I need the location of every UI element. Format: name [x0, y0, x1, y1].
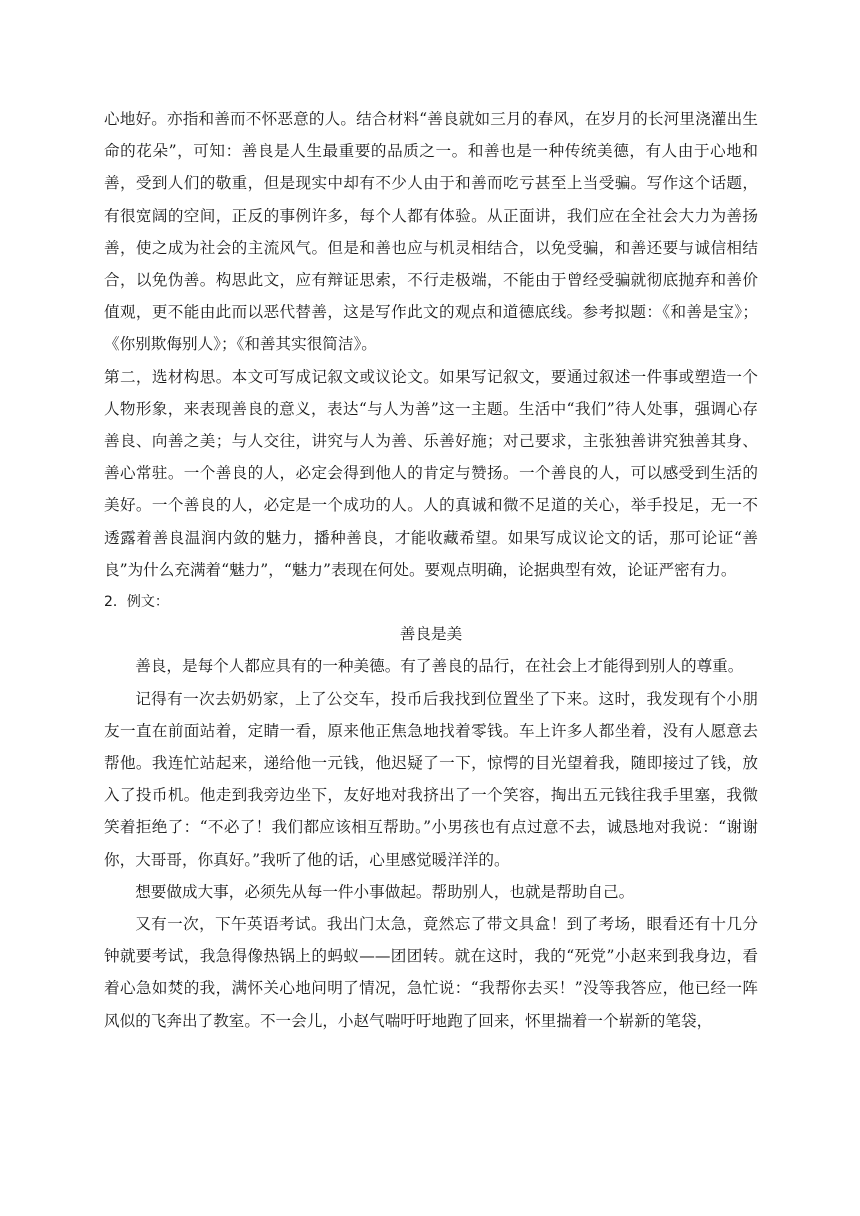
- essay-paragraph: 又有一次，下午英语考试。我出门太急，竟然忘了带文具盒！到了考场，眼看还有十几分钟就要考试，我急得像热锅上的蚂蚁——团团转。就在这时，我的“死党”小赵来到我身边，看着心急如焚的我，满怀关心地问明了情况，急忙说：“我帮你去买！”没等我答应，他已经一阵风似的飞奔出了教室。不一会儿，小赵气喘吁吁地跑了回来，怀里揣着一个崭新的笔袋，: [104, 915, 758, 1030]
- analysis-paragraph-1: 心地好。亦指和善而不怀恶意的人。结合材料“善良就如三月的春风，在岁月的长河里浇灌出生命的花朵”，可知：善良是人生最重要的品质之一。和善也是一种传统美德，有人由于心地和善，受到人们的敬重，但是现实中却有不少人由于和善而吃亏甚至上当受骗。写作这个话题，有很宽阔的空间，正反的事例许多，每个人都有体验。从正面讲，我们应在全社会大力为善扬善，使之成为社会的主流风气。但是和善也应与机灵相结合，以免受骗，和善还要与诚信相结合，以免伪善。构思此文，应有辩证思索，不行走极端，不能由于曾经受骗就彻底抛弃和善价值观，更不能由此而以恶代替善，这是写作此文的观点和道德底线。参考拟题：《和善是宝》；《你别欺侮别人》；《和善其实很简洁》。: [104, 110, 758, 354]
- document-body: [104, 103, 758, 1037]
- essay-paragraph: 善良，是每个人都应具有的一种美德。有了善良的品行，在社会上才能得到别人的尊重。: [135, 657, 744, 676]
- example-heading: 2．例文：: [104, 594, 169, 611]
- analysis-paragraph-2: 第二，选材构思。本文可写成记叙文或议论文。如果写记叙文，要通过叙述一件事或塑造一个人物形象，来表现善良的意义，表达“与人为善”这一主题。生活中“我们”待人处事，强调心存善良、向善之美；与人交往，讲究与人为善、乐善好施；对己要求，主张独善讲究独善其身、善心常驻。一个善良的人，必定会得到他人的肯定与赞扬。一个善良的人，可以感受到生活的美好。一个善良的人，必定是一个成功的人。人的真诚和微不足道的关心，举手投足，无一不透露着善良温润内敛的魅力，播种善良，才能收藏希望。如果写成议论文的话，那可论证“善良”为什么充满着“魅力”，“魅力”表现在何处。要观点明确，论据典型有效，论证严密有力。: [104, 367, 758, 579]
- essay-title: 善良是美: [399, 625, 463, 644]
- essay-paragraph: 想要做成大事，必须先从每一件小事做起。帮助别人，也就是帮助自己。: [135, 882, 635, 901]
- essay-paragraph: 记得有一次去奶奶家，上了公交车，投币后我找到位置坐了下来。这时，我发现有个小朋友一直在前面站着，定睛一看，原来他正焦急地找着零钱。车上许多人都坐着，没有人愿意去帮他。我连忙站起来，递给他一元钱，他迟疑了一下，惊愕的目光望着我，随即接过了钱，放入了投币机。他走到我旁边坐下，友好地对我挤出了一个笑容，掏出五元钱往我手里塞，我微笑着拒绝了：“不必了！我们都应该相互帮助。”小男孩也有点过意不去，诚恳地对我说：“谢谢你，大哥哥，你真好。”我听了他的话，心里感觉暖洋洋的。: [104, 689, 758, 869]
